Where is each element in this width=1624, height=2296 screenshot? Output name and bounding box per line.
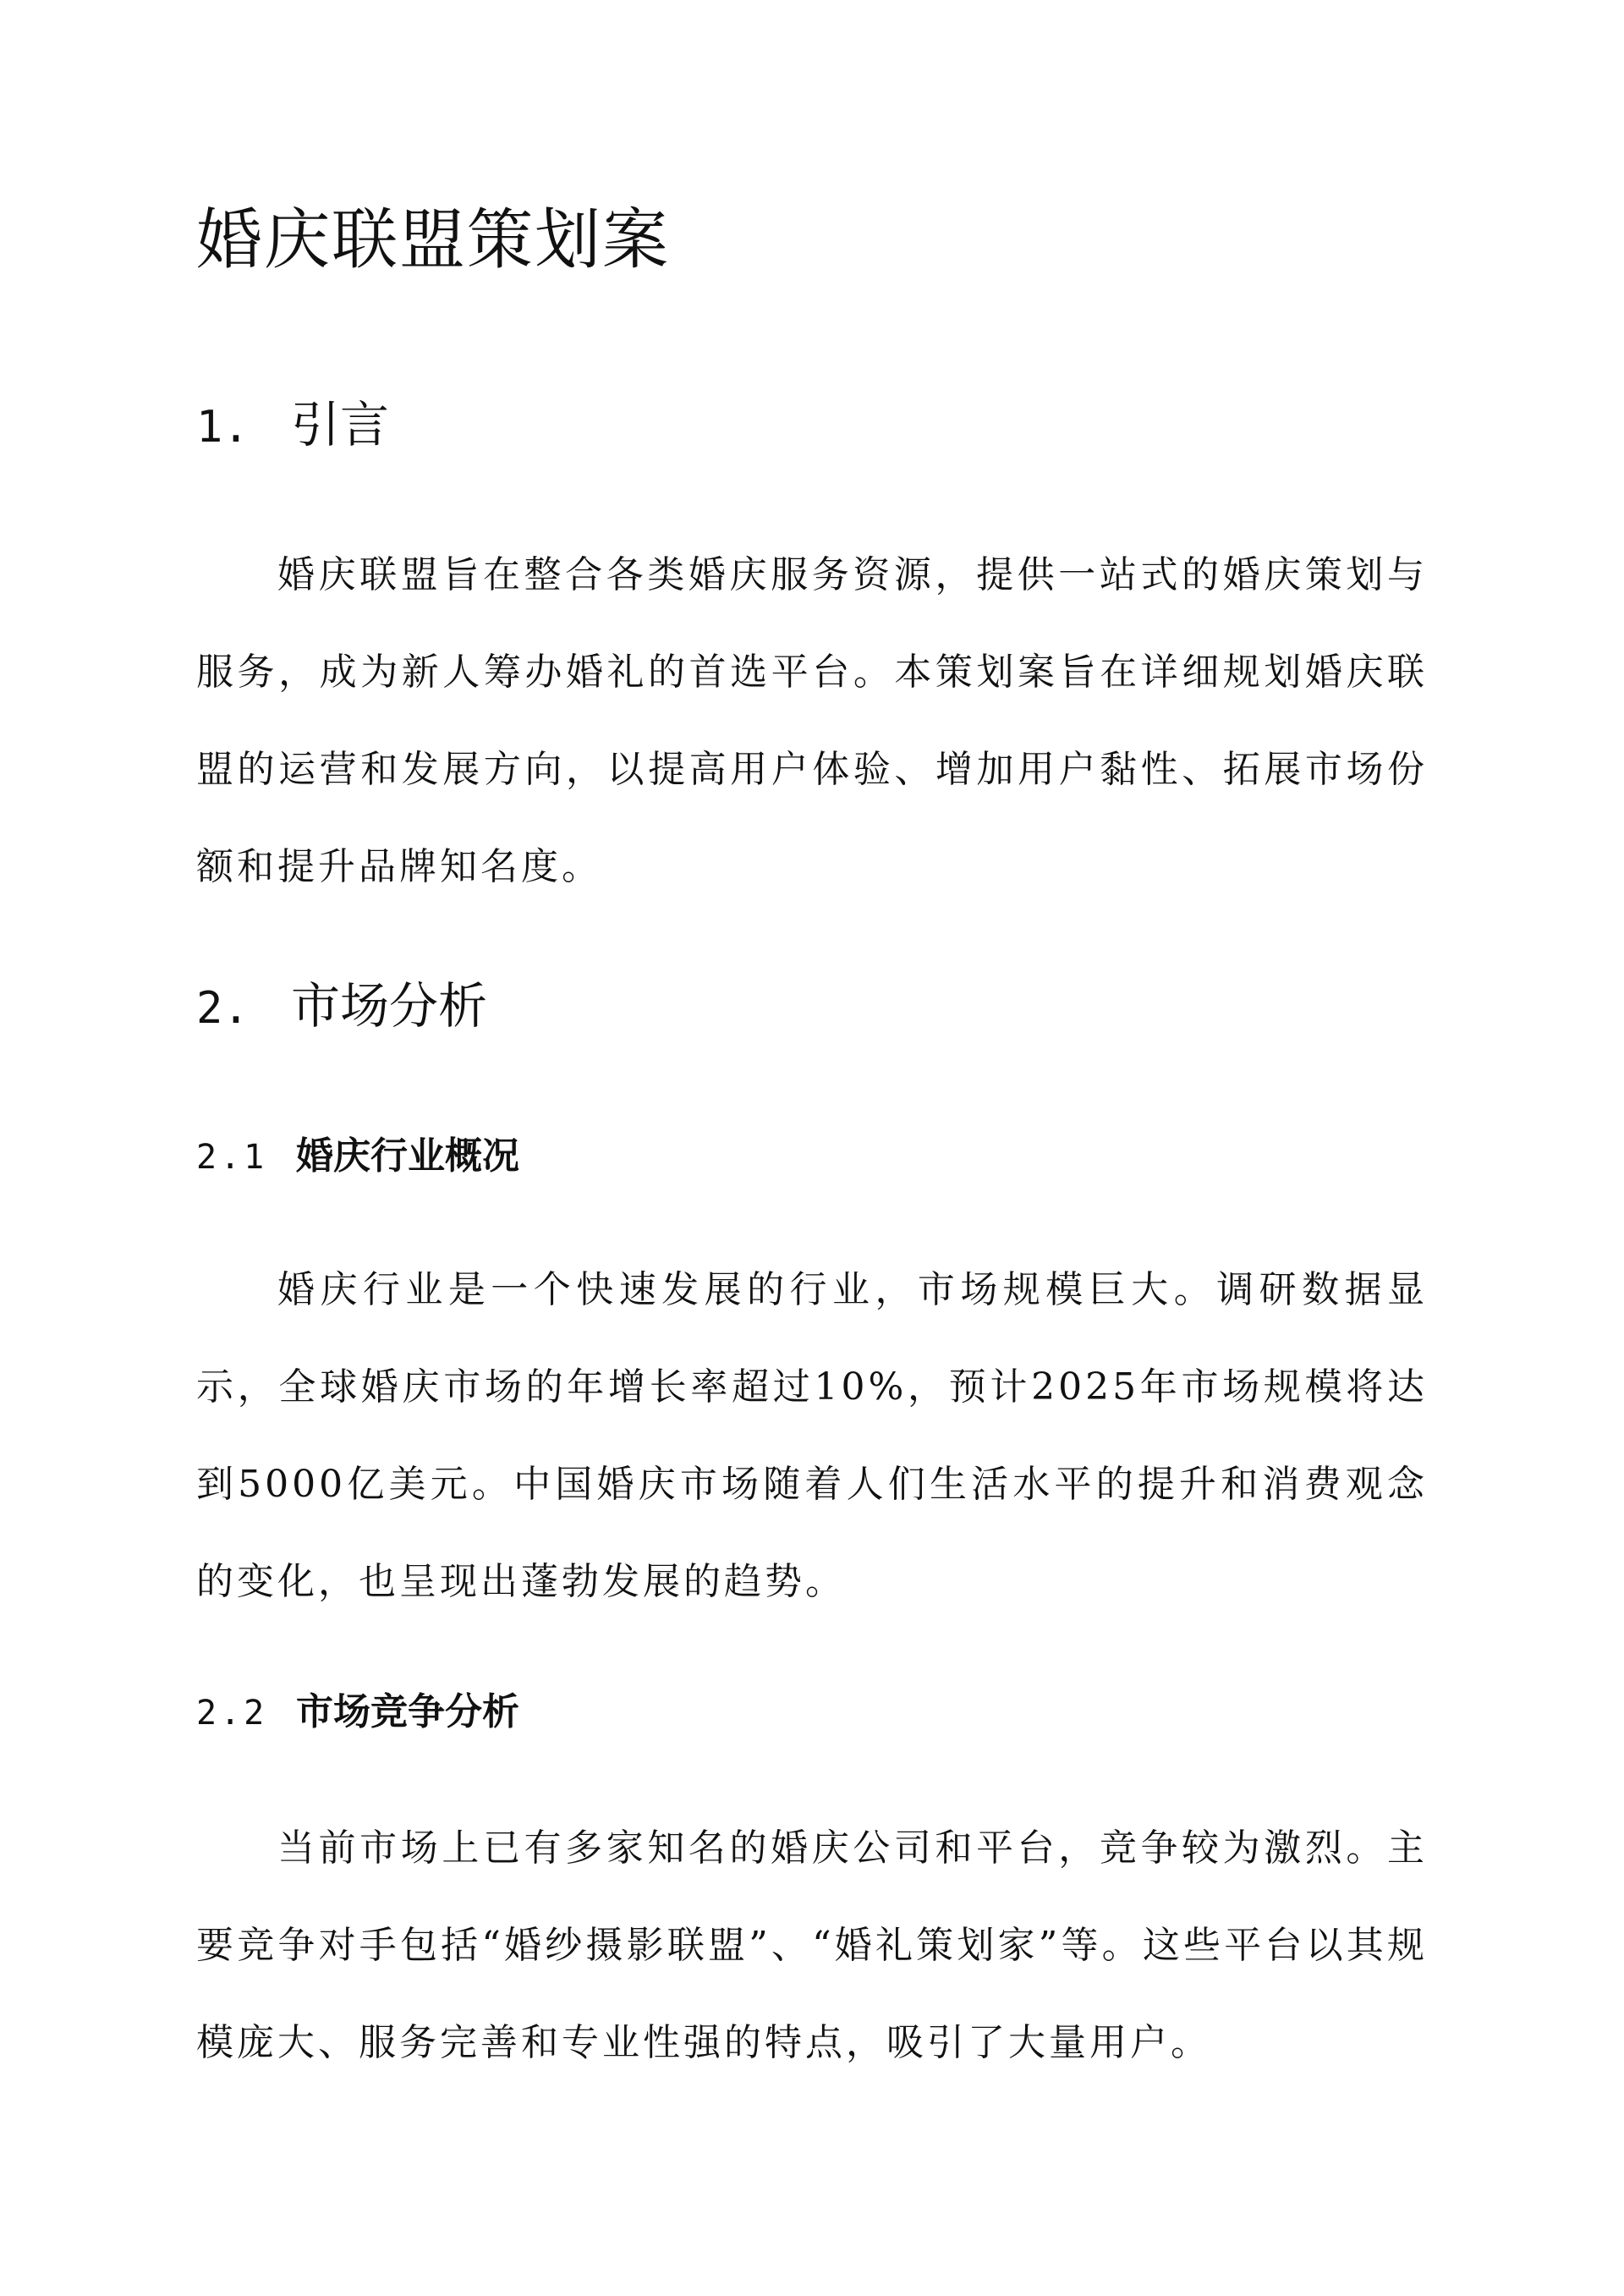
subsection-number: 2.1 xyxy=(196,1138,268,1177)
subsection-heading-industry-overview xyxy=(196,1134,519,1179)
subsection-title: 市场竞争分析 xyxy=(296,1690,519,1733)
industry-overview-paragraph: 婚庆行业是一个快速发展的行业，市场规模巨大。调研数据显示，全球婚庆市场的年增长率超过10%，预计2025年市场规模将达到5000亿美元。中国婚庆市场随着人们生活水平的提升和消费观念的变化，也呈现出蓬勃发展的趋势。 xyxy=(196,1268,1428,1603)
section-number: 1. xyxy=(196,402,250,453)
section-heading-introduction xyxy=(196,396,389,455)
subsection-heading-competition-analysis xyxy=(196,1690,519,1735)
section-number: 2. xyxy=(196,983,250,1034)
section-title: 市场分析 xyxy=(291,977,488,1035)
competition-analysis-paragraph: 当前市场上已有多家知名的婚庆公司和平台，竞争较为激烈。主要竞争对手包括“婚纱摄影联盟”、“婚礼策划家”等。这些平台以其规模庞大、服务完善和专业性强的特点，吸引了大量用户。 xyxy=(196,1826,1428,2064)
section-heading-market-analysis xyxy=(196,977,487,1036)
section-title: 引言 xyxy=(291,396,390,453)
subsection-number: 2.2 xyxy=(196,1694,268,1733)
document-title: 婚庆联盟策划案 xyxy=(196,202,671,278)
subsection-title: 婚庆行业概况 xyxy=(296,1134,519,1178)
introduction-paragraph: 婚庆联盟旨在整合各类婚庆服务资源，提供一站式的婚庆策划与服务，成为新人筹办婚礼的首选平台。本策划案旨在详细规划婚庆联盟的运营和发展方向，以提高用户体验、增加用户黏性、拓展市场份额和提升品牌知名度。 xyxy=(196,553,1428,888)
